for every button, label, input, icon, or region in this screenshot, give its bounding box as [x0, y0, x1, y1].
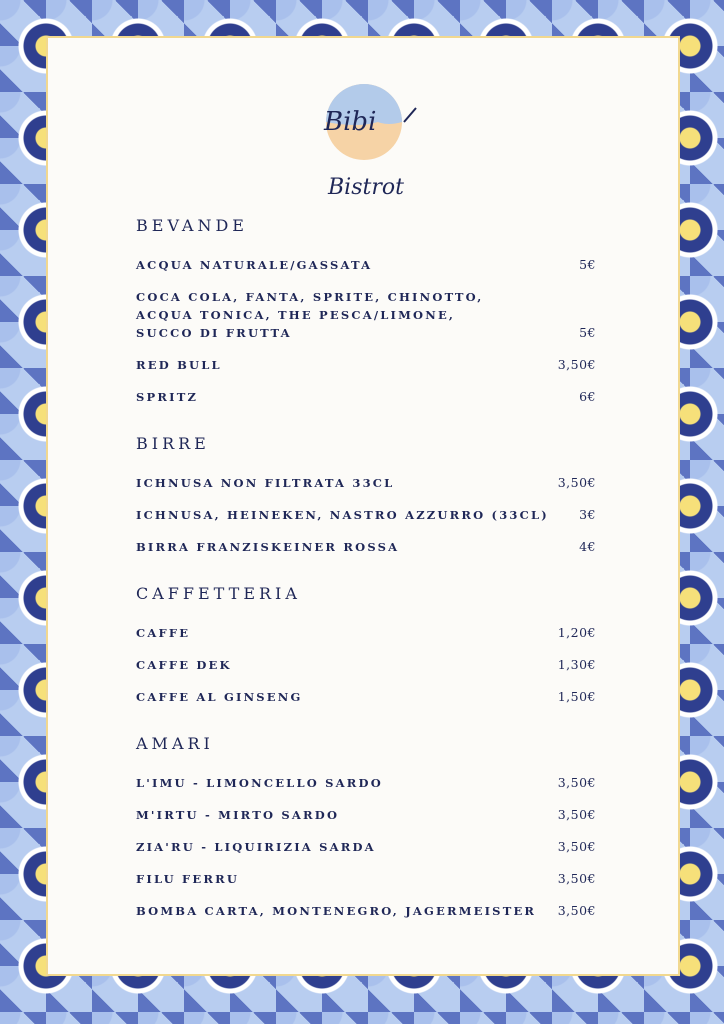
- menu-item: [136, 838, 596, 856]
- menu-card: [46, 36, 680, 976]
- item-price: 3,50€: [557, 775, 596, 790]
- item-price: 5€: [579, 257, 596, 272]
- item-name: CAFFE AL GINSENG: [136, 690, 303, 704]
- item-price: 4€: [579, 539, 596, 554]
- item-price: 1,50€: [557, 689, 596, 704]
- item-price: 3,50€: [557, 839, 596, 854]
- item-price: 5€: [579, 325, 596, 340]
- item-name: FILU FERRU: [136, 872, 240, 886]
- item-price: 3,50€: [557, 807, 596, 822]
- item-name: CAFFE DEK: [136, 658, 232, 672]
- menu-item: [136, 356, 596, 374]
- menu-item: [136, 656, 596, 674]
- bibi-bistrot-logo: [318, 82, 422, 202]
- menu-item: [136, 474, 596, 492]
- menu-item: [136, 688, 596, 706]
- item-name: SPRITZ: [136, 390, 199, 404]
- menu-item: [136, 902, 596, 920]
- menu-item: [136, 538, 596, 556]
- menu-item: [136, 256, 596, 274]
- menu-section-amari: [136, 732, 596, 920]
- item-name: L'IMU - LIMONCELLO SARDO: [136, 776, 383, 790]
- menu-item: [136, 870, 596, 888]
- item-price: 6€: [579, 389, 596, 404]
- section-heading: BIRRE: [136, 434, 210, 453]
- item-name: ZIA'RU - LIQUIRIZIA SARDA: [136, 840, 376, 854]
- item-price: 1,20€: [557, 625, 596, 640]
- item-price: 3,50€: [557, 903, 596, 918]
- section-heading: AMARI: [136, 734, 214, 753]
- item-price: 3,50€: [557, 475, 596, 490]
- svg-text:Bibi: Bibi: [324, 107, 377, 137]
- menu-section-birre: [136, 432, 596, 556]
- item-name: ICHNUSA, HEINEKEN, NASTRO AZZURRO (33CL): [136, 508, 549, 522]
- item-price: 3,50€: [557, 357, 596, 372]
- menu-item: [136, 388, 596, 406]
- item-price: 3€: [579, 507, 596, 522]
- item-name: BOMBA CARTA, MONTENEGRO, JAGERMEISTER: [136, 904, 537, 918]
- item-price: 1,30€: [557, 657, 596, 672]
- item-name: ACQUA NATURALE/GASSATA: [136, 258, 373, 272]
- svg-text:Bistrot: Bistrot: [328, 175, 404, 200]
- menu-content: [136, 214, 596, 946]
- item-name: RED BULL: [136, 358, 222, 372]
- item-name: ICHNUSA NON FILTRATA 33CL: [136, 476, 395, 490]
- item-name: BIRRA FRANZISKEINER ROSSA: [136, 540, 400, 554]
- item-name: M'IRTU - MIRTO SARDO: [136, 808, 340, 822]
- section-heading: CAFFETTERIA: [136, 584, 301, 603]
- menu-item: [136, 806, 596, 824]
- item-name: COCA COLA, FANTA, SPRITE, CHINOTTO, ACQUA TONICA, THE PESCA/LIMONE, SUCCO DI FRUTTA: [136, 290, 484, 340]
- item-price: 3,50€: [557, 871, 596, 886]
- menu-item: [136, 506, 596, 524]
- menu-item: [136, 624, 596, 642]
- menu-item: [136, 774, 596, 792]
- menu-item: [136, 288, 596, 342]
- menu-section-bevande: [136, 214, 596, 406]
- section-heading: BEVANDE: [136, 216, 248, 235]
- item-name: CAFFE: [136, 626, 191, 640]
- menu-section-caffetteria: [136, 582, 596, 706]
